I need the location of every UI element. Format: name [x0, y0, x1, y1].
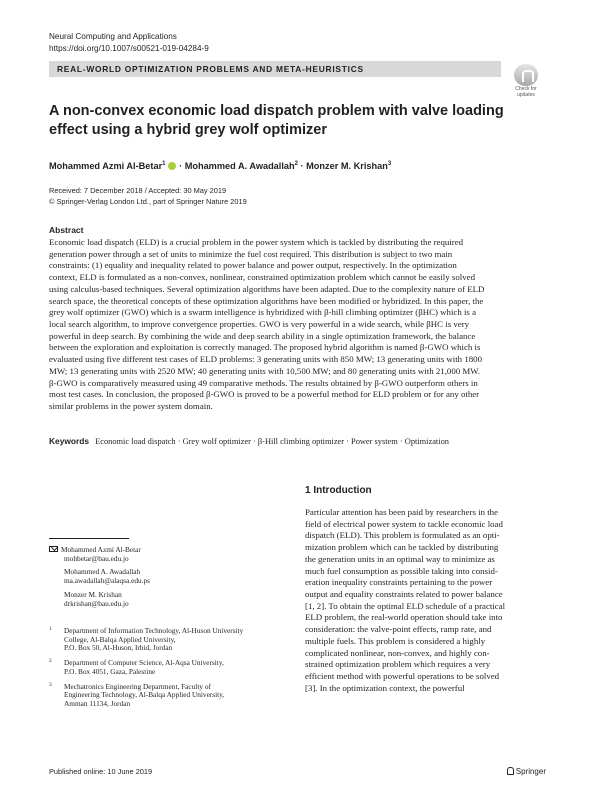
intro-line: ELD problem, the real-world operation should take into — [305, 612, 503, 623]
abstract-line: β-GWO is comparatively measured using 49 comparative methods. The results obtained by β-GWO outperform others in — [49, 377, 478, 388]
springer-logo: Springer — [507, 766, 546, 777]
author-name[interactable]: Mohammed A. Awadallah — [184, 161, 295, 172]
abstract-line: using calculus-based techniques. Several optimization algorithms have been adapted. Due to the complexity nature of ELD — [49, 283, 485, 294]
abstract-line: between the exploration and exploitation is correctly managed. The proposed hybrid algorithm is named β-GWO which is — [49, 342, 481, 353]
affiliation: 1 Department of Information Technology, Al-Huson University College, Al-Balqa Applied University, P.O. Box 50, Al-Huson, Irbid, Jordan — [49, 626, 244, 653]
abstract-line: MW; 13 generating units with 2520 MW; 40 generating units with 10,500 MW; and 80 generating units with 21,000 MW. — [49, 365, 480, 376]
keywords — [49, 436, 549, 447]
correspondent-name: Mohammed A. Awadallah — [64, 567, 141, 577]
intro-line: Particular attention has been paid by researchers in the — [305, 507, 499, 517]
abstract-line: search space, the theoretical concepts of these optimization algorithms have been modified or hybridized. In this paper, the — [49, 295, 484, 306]
abstract-line: constraints: (1) equality and inequality related to power balance and power output, respectively. In the optimization — [49, 260, 457, 271]
intro-line: multiple fuels. This problem is considered a highly — [305, 635, 486, 646]
check-updates-icon — [514, 64, 538, 86]
intro-line: mization problem which can be tackled by distributing — [305, 542, 499, 553]
received-accepted: Received: 7 December 2018 / Accepted: 30 May 2019 — [49, 186, 227, 195]
correspondent-email[interactable]: ma.awadallah@alaqsa.edu.ps — [64, 576, 150, 586]
publication-dates — [49, 186, 247, 207]
check-for-updates-button[interactable] — [512, 64, 540, 98]
section-label: REAL-WORLD OPTIMIZATION PROBLEMS AND META-HEURISTICS — [49, 61, 501, 77]
correspondence-entry — [49, 591, 289, 608]
keywords-label: Keywords — [49, 436, 90, 446]
intro-line: much fuel consumption as possible taking into consid- — [305, 565, 498, 576]
abstract-line: generation power through a set of units to minimize the fuel cost required. This distribution is subject to two main — [49, 248, 453, 259]
footnote-rule — [49, 538, 129, 539]
correspondent-email[interactable]: drkrishan@bau.edu.jo — [64, 598, 129, 608]
affiliation: 2 Department of Computer Science, Al-Aqsa University, P.O. Box 4051, Gaza, Palestine — [49, 658, 224, 676]
intro-line: [1, 2]. To obtain the optimal ELD schedule of a practical — [305, 600, 506, 611]
correspondent-name: Mohammed Azmi Al-Betar — [61, 545, 141, 554]
abstract-line: most test cases. In conclusion, the proposed β-GWO is proved to be a powerful method for ELD problem or for any other — [49, 389, 480, 400]
abstract-line: grey wolf optimizer (GWO) which is a swarm intelligence is hybridized with β-hill climbing optimizer (βHC) which is a — [49, 307, 477, 318]
author-name[interactable]: Monzer M. Krishan — [306, 161, 388, 172]
affiliation: 3 Mechatronics Engineering Department, Faculty of Engineering Technology, Al-Balqa Applied University, Amman 11134, Jordan — [49, 681, 225, 708]
springer-horse-icon — [507, 767, 514, 775]
intro-line: complicated nonlinear, non-convex, and highly con- — [305, 647, 490, 658]
affiliation-number: 3 — [49, 681, 52, 688]
correspondent-email[interactable]: mohbetar@bau.edu.jo — [64, 553, 129, 563]
correspondence-entry — [49, 568, 289, 585]
doi-link[interactable]: https://doi.org/10.1007/s00521-019-04284-9 — [49, 43, 209, 53]
intro-line: dispatch (ELD). This problem is formulated as an opti- — [305, 530, 500, 541]
abstract-line: evaluated using five different test cases of ELD problems: 3 generating units with 850 MW; 13 generating units with 1800 — [49, 354, 483, 365]
check-updates-label: Check for updates — [515, 86, 537, 98]
journal-header — [49, 31, 209, 54]
affiliation-number: 1 — [49, 626, 52, 632]
intro-line: strained optimization problem which requires a very — [305, 659, 491, 670]
envelope-icon — [49, 546, 58, 552]
paper-title: A non-convex economic load dispatch problem with valve loading effect using a hybrid grey wolf optimizer — [49, 103, 504, 138]
introduction-body — [305, 507, 547, 695]
intro-line: output and equality constraints related to power balance — [305, 589, 503, 600]
keywords-list: Economic load dispatch · Grey wolf optimizer · β-Hill climbing optimizer · Power system · Optimization — [95, 437, 449, 446]
published-online-date: Published online: 10 June 2019 — [49, 767, 153, 776]
introduction-heading: 1 Introduction — [305, 485, 372, 496]
abstract-heading: Abstract — [49, 225, 84, 235]
journal-name: Neural Computing and Applications — [49, 32, 177, 41]
intro-line: eration inequality constraints pertaining to the power — [305, 577, 493, 588]
author-name[interactable]: Mohammed Azmi Al-Betar — [49, 161, 163, 172]
orcid-icon[interactable] — [168, 162, 176, 170]
affiliations — [49, 627, 294, 715]
abstract-line: powerful in deep search. By combining the wide and deep search ability in a single optimization framework, the balance — [49, 330, 476, 341]
author-list: Mohammed Azmi Al-Betar$^1$ · Mohammed A. Awadallah$^2$ · Monzer M. Krishan$^3$ — [49, 161, 392, 172]
correspondent-name: Monzer M. Krishan — [64, 589, 122, 599]
intro-line: [3]. In the optimization context, the powerful — [305, 682, 465, 693]
correspondence — [49, 546, 289, 613]
intro-line: the generation units in an optimal way to minimize as — [305, 553, 495, 564]
copyright-notice: © Springer-Verlag London Ltd., part of Springer Nature 2019 — [49, 196, 247, 206]
page-footer — [49, 766, 546, 778]
intro-line: field of electrical power system to tackle economic load — [305, 518, 503, 529]
abstract-line: context, ELD is formulated as a non-convex, nonlinear, constrained optimization problem which cannot be easily solved — [49, 272, 475, 283]
abstract-line: similar problems in the power system domain. — [49, 401, 213, 412]
abstract-line: Economic load dispatch (ELD) is a crucial problem in the power system which is tackled by distributing the required — [49, 237, 464, 247]
abstract-line: local search algorithm, to improve convergence properties. GWO is very powerful in a wide search, while βHC is very — [49, 319, 470, 330]
intro-line: consideration: the valve-point effects, ramp rate, and — [305, 624, 492, 635]
abstract-body — [49, 237, 546, 413]
intro-line: efficient method with powerful operations to be solved — [305, 671, 500, 682]
correspondence-entry — [49, 546, 289, 563]
affiliation-number: 2 — [49, 658, 52, 665]
